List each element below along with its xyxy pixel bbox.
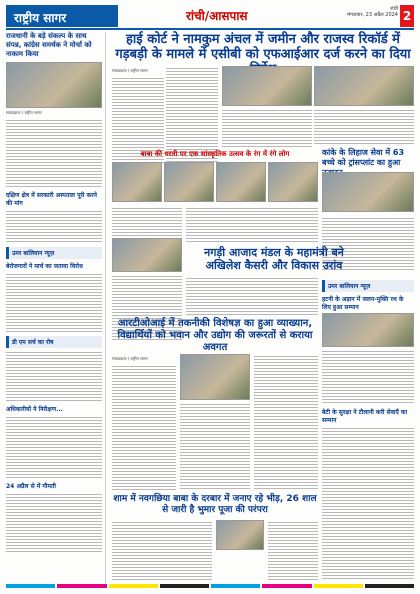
column-center-body-text bbox=[186, 276, 318, 316]
color-swatch-black-2 bbox=[365, 584, 414, 588]
strip-photo-2 bbox=[164, 162, 214, 202]
color-swatch-black bbox=[160, 584, 209, 588]
column-center-top-text bbox=[186, 206, 318, 244]
lower-byline: संवाददाता / राष्ट्रीय सागर bbox=[112, 356, 148, 361]
main-col-3-text bbox=[222, 108, 312, 148]
lower-column-2 bbox=[180, 402, 250, 490]
right-photo bbox=[322, 172, 414, 212]
left-subhead-3: अधिकारीयों ने निरीक्षण... bbox=[6, 406, 63, 413]
left-body-text-2 bbox=[6, 209, 102, 243]
strip-photo-3 bbox=[216, 162, 266, 202]
main-photo-1 bbox=[222, 66, 312, 106]
color-swatch-magenta-2 bbox=[262, 584, 311, 588]
left-subhead-1: दक्षिण क्षेत्र में सरकारी अस्पताल पूरी करने की मांग bbox=[6, 192, 97, 207]
right-box-photo bbox=[322, 313, 414, 347]
column-left-mid-photo bbox=[112, 238, 182, 272]
strip-photo-1 bbox=[112, 162, 162, 202]
mid-headline: आरटीओआई में तकनीकी विशेषज्ञ का हुआ व्याख्यान, विद्यार्थियों को भवान और उद्योग की जरूरतों से कराया अवगत bbox=[117, 318, 313, 353]
right-bottom-text bbox=[322, 480, 414, 580]
lower-photo bbox=[180, 354, 250, 400]
color-swatch-cyan-2 bbox=[211, 584, 260, 588]
lower-column-3 bbox=[254, 354, 318, 490]
left-body-text-3 bbox=[6, 272, 102, 332]
lower-col-2-text bbox=[180, 402, 250, 490]
left-headline: राजधानी के बड़े संकल्प के साथ संपन्न, कांग्रेस समर्थक ने मोर्चा को नाकाम किया bbox=[6, 32, 92, 58]
main-col-4-text bbox=[314, 108, 414, 144]
bottom-headline: शाम में नवगछिया बाबा के दरबार में जनाए रहे भीड़, 26 शाल से जारी है भुमार पूजा की परंपरा bbox=[113, 494, 317, 515]
masthead bbox=[6, 5, 414, 27]
lower-col-1-text bbox=[112, 364, 176, 492]
left-boxhead-2: डी एम सर्च का रोष bbox=[6, 336, 102, 348]
brand-title: राष्ट्रीय सागर bbox=[6, 5, 118, 27]
left-column bbox=[6, 32, 106, 588]
right-headline: कांके के लिहाज सेवा में 63 बच्चे को ट्रांसप्लांट का हुआ bbox=[322, 148, 405, 167]
column-left-mid-text-1 bbox=[112, 206, 182, 236]
left-body-text-1 bbox=[6, 118, 102, 188]
bottom-column-2 bbox=[268, 520, 318, 580]
lower-column-1 bbox=[112, 354, 176, 490]
column-center-body bbox=[186, 276, 318, 316]
bottom-col-1-text bbox=[112, 520, 212, 580]
photo-strip-caption: बाबा की धरती पर एक सांस्कृतिक उत्सव के रंग में रंगे लोग bbox=[140, 150, 290, 158]
right-bottom-column bbox=[322, 480, 414, 580]
date-city: रांची bbox=[390, 6, 398, 12]
page-number: 2 bbox=[400, 5, 414, 27]
right-boxhead: उमर बालियान न्यूज़ bbox=[322, 280, 414, 292]
section-title: रांची/आसपास bbox=[186, 9, 248, 23]
right-subhead-1: हटनी के अड़ान में जलन-मुक्ति रथ के लिए हुआ सम्मान bbox=[322, 296, 404, 311]
main-col-2-text bbox=[166, 66, 218, 162]
color-swatch-yellow-2 bbox=[314, 584, 363, 588]
main-column-1 bbox=[112, 66, 164, 162]
left-body-text-6 bbox=[6, 492, 102, 552]
left-photo-caption: संवाददाता / राष्ट्रीय सागर bbox=[6, 110, 42, 115]
bottom-column-1 bbox=[112, 520, 212, 580]
color-swatch-magenta bbox=[57, 584, 106, 588]
left-body-text-4 bbox=[6, 350, 102, 402]
color-bar-footer bbox=[6, 584, 414, 590]
right-box bbox=[322, 276, 414, 476]
main-photo-2 bbox=[314, 66, 414, 106]
left-boxhead-1: उमर बालियान न्यूज़ bbox=[6, 247, 102, 259]
bottom-col-2-text bbox=[268, 520, 318, 580]
color-swatch-yellow bbox=[109, 584, 158, 588]
right-box-text-1 bbox=[322, 349, 414, 405]
date-block bbox=[332, 6, 398, 18]
lower-col-3-text bbox=[254, 354, 318, 490]
color-swatch-cyan bbox=[6, 584, 55, 588]
right-subhead-2: बेटी के सुरक्षा ने टौलानी करी सेवाएँ का सम्मान bbox=[322, 409, 408, 424]
main-headline: हाई कोर्ट ने नामकुम अंचल में जमीन और राजस्व रिकॉर्ड में गड़बड़ी के मामले में एसीबी को एफआईआर दर्ज करने का दिया bbox=[115, 32, 411, 62]
center-headline: नगड़ी आजाद मंडल के महामंत्री बने अखिलेश कैसरी और विकास उरांव bbox=[204, 246, 344, 272]
left-subhead-4: 24 अप्रैल से में गौमती bbox=[6, 483, 56, 490]
date-text: मंगलवार, 23 अप्रैल 2024 bbox=[347, 12, 398, 18]
main-column-2 bbox=[166, 66, 218, 162]
main-byline: संवाददाता / राष्ट्रीय सागर bbox=[112, 68, 148, 73]
strip-photo-4 bbox=[268, 162, 318, 202]
left-photo bbox=[6, 62, 102, 108]
masthead-rule bbox=[6, 28, 414, 30]
bottom-photo bbox=[216, 520, 264, 550]
left-subhead-2: बेरोजगारों ने मार्च का जताया विरोध bbox=[6, 263, 83, 270]
column-center-top bbox=[186, 206, 318, 244]
main-column-3 bbox=[222, 108, 312, 148]
main-column-4 bbox=[314, 108, 414, 144]
left-body-text-5 bbox=[6, 415, 102, 479]
